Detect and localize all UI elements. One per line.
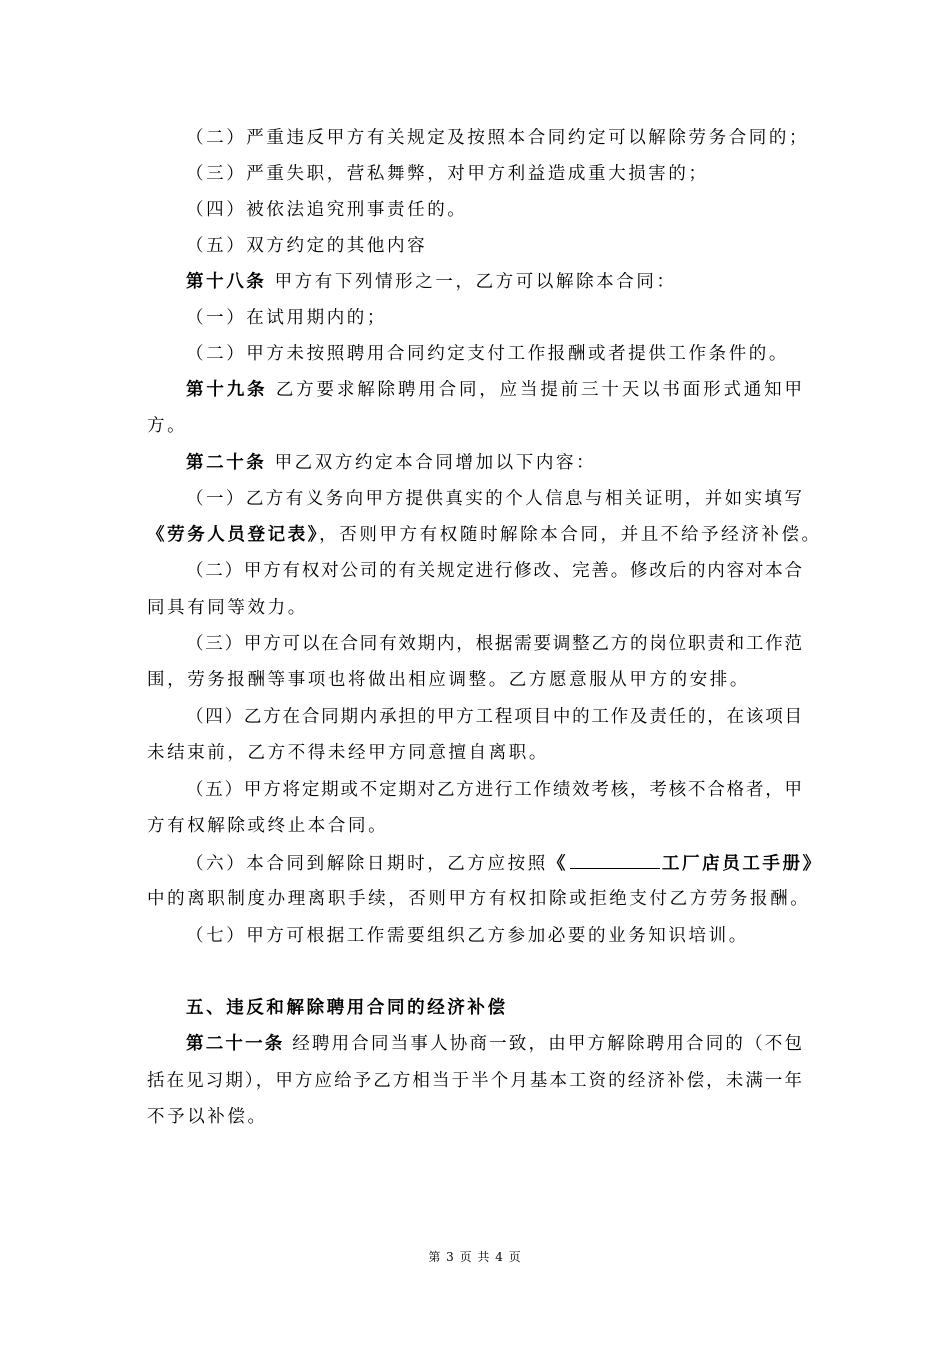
employee-handbook-title: 工厂店员工手册》 xyxy=(661,854,823,874)
article-17-item-2: （二）严重违反甲方有关规定及按照本合同约定可以解除劳务合同的； xyxy=(186,128,810,148)
article-21-line-1: 第二十一条 经聘用合同当事人协商一致，由甲方解除聘用合同的（不包 xyxy=(186,1034,803,1054)
article-20 xyxy=(186,452,596,474)
page-footer: 第 3 页 共 4 页 xyxy=(428,1250,522,1264)
article-21-line-3: 不予以补偿。 xyxy=(147,1107,268,1127)
article-20-text: 甲乙双方约定本合同增加以下内容： xyxy=(274,453,597,473)
article-20-item-5-line-1: （五）甲方将定期或不定期对乙方进行工作绩效考核，考核不合格者，甲 xyxy=(186,780,802,800)
article-20-item-5-line-2: 方有权解除或终止本合同。 xyxy=(147,816,389,836)
article-18-text: 甲方有下列情形之一，乙方可以解除本合同： xyxy=(274,272,677,292)
article-18 xyxy=(186,271,677,293)
article-20-item-7: （七）甲方可根据工作需要组织乙方参加必要的业务知识培训。 xyxy=(186,926,749,946)
article-20-item-6-line-2: 中的离职制度办理离职手续，否则甲方有权扣除或拒绝支付乙方劳务报酬。 xyxy=(147,889,811,909)
section-5-title: 五、违反和解除聘用合同的经济补偿 xyxy=(186,998,508,1018)
article-19-line-2: 方。 xyxy=(147,416,188,436)
article-20-item-4-line-1: （四）乙方在合同期内承担的甲方工程项目中的工作及责任的，在该项目 xyxy=(186,707,802,727)
article-18-item-1: （一）在试用期内的； xyxy=(186,308,387,328)
article-21-heading: 第二十一条 xyxy=(186,1034,285,1054)
article-20-item-3-line-1: （三）甲方可以在合同有效期内，根据需要调整乙方的岗位职责和工作范 xyxy=(186,634,802,654)
article-21-line-2: 括在见习期），甲方应给予乙方相当于半个月基本工资的经济补偿，未满一年 xyxy=(147,1071,802,1091)
article-20-heading: 第二十条 xyxy=(186,453,267,473)
article-20-item-1-line-2: 《劳务人员登记表》，否则甲方有权随时解除本合同，并且不给予经济补偿。 xyxy=(147,525,822,545)
article-17-item-5: （五）双方约定的其他内容 xyxy=(186,236,428,256)
fill-in-blank xyxy=(570,852,660,869)
article-18-item-2: （二）甲方未按照聘用合同约定支付工作报酬或者提供工作条件的。 xyxy=(186,344,789,364)
registration-form-title: 《劳务人员登记表》 xyxy=(147,525,320,545)
article-20-item-2-line-2: 同具有同等效力。 xyxy=(147,598,308,618)
article-19-heading: 第十九条 xyxy=(186,380,268,400)
article-20-item-3-line-2: 围，劳务报酬等事项也将做出相应调整。乙方愿意服从甲方的安排。 xyxy=(147,670,750,690)
article-19-line-1: 第十九条 乙方要求解除聘用合同，应当提前三十天以书面形式通知甲 xyxy=(186,380,802,400)
article-20-item-4-line-2: 未结束前，乙方不得未经甲方同意擅自离职。 xyxy=(147,743,549,763)
article-17-item-4: （四）被依法追究刑事责任的。 xyxy=(186,200,468,220)
article-20-item-1-line-1: （一）乙方有义务向甲方提供真实的个人信息与相关证明，并如实填写 xyxy=(186,489,802,509)
article-20-item-6-line-1: （六）本合同到解除日期时，乙方应按照《 工厂店员工手册》 xyxy=(186,854,823,874)
article-20-item-2-line-1: （二）甲方有权对公司的有关规定进行修改、完善。修改后的内容对本合 xyxy=(186,561,802,581)
article-17-item-3: （三）严重失职，营私舞弊，对甲方利益造成重大损害的； xyxy=(186,164,709,184)
article-18-heading: 第十八条 xyxy=(186,272,267,292)
